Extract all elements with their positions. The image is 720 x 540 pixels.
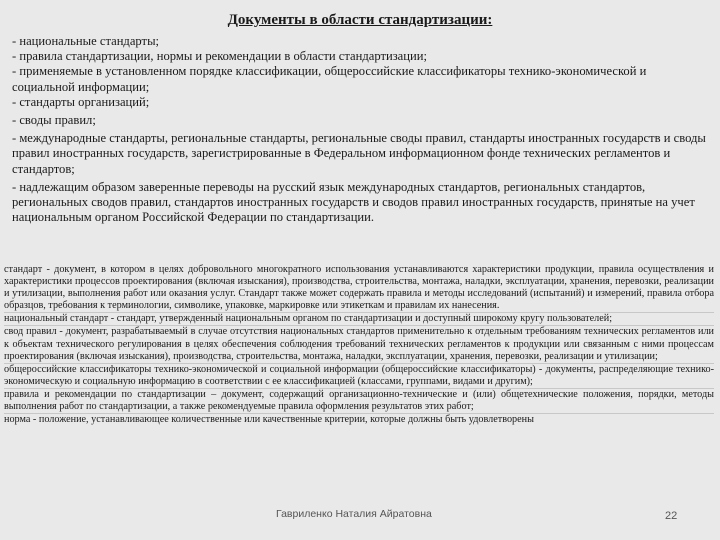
list-item: - национальные стандарты; (12, 34, 160, 48)
definition-code-of-rules: свод правил - документ, разрабатываемый в случае отсутствия национальных стандартов применительно к отдельным требованиям технических регламентов или к объектам технического регулирования в целях обеспечения соблюдения требований технических регламентов к продукции или связанным с ними процессам проектирования (включая изыскания), производства, строительства, монтажа, наладки, эксплуатации, хранения, перевозки, реализации и утилизации; (4, 326, 714, 363)
list-item: - международные стандарты, региональные стандарты, региональные своды правил, стандарты иностранных государств и своды правил иностранных государств, зарегистрированные в Федеральном информационном фонде технических регламентов и стандартов; (12, 131, 706, 176)
definition-rules-recommendations: правила и рекомендации по стандартизации – документ, содержащий организационно-технические и (или) общетехнические положения, порядки, методы выполнения работ по стандартизации, а также рекомендуемые правила оформления результатов этих работ; (4, 389, 714, 414)
list-item: - своды правил; (12, 113, 96, 128)
list-item: - применяемые в установленном порядке классификации, общероссийские классификаторы технико-экономической и социальной информации; (12, 64, 647, 94)
footer-author: Гавриленко Наталия Айратовна (276, 508, 432, 520)
slide-title: Документы в области стандартизации: (227, 12, 493, 28)
definition-national-standard: национальный стандарт - стандарт, утвержденный национальным органом по стандартизации и доступный широкому кругу пользователей; (4, 313, 714, 326)
definitions-block (4, 264, 714, 426)
page-number: 22 (665, 510, 678, 522)
list-item: - стандарты организаций; (12, 94, 150, 109)
definition-classifiers: общероссийские классификаторы технико-экономической и социальной информации (общероссийские классификаторы) - документы, распределяющие технико-экономическую и социальную информацию в соответствии с ее классификацией (классами, группами, видами и другим); (4, 364, 714, 389)
definition-norm: норма - положение, устанавливающее количественные или качественные критерии, которые должны быть удовлетворены (4, 414, 534, 426)
document-types-list (12, 34, 712, 228)
definition-standard: стандарт - документ, в котором в целях добровольного многократного использования устанавливаются характеристики продукции, правила осуществления и характеристики процессов проектирования (включая изыскания), производства, строительства, монтажа, наладки, эксплуатации, хранения, перевозки, реализации и утилизации, выполнения работ или оказания услуг. Стандарт также может содержать правила и методы исследований (испытаний) и измерений, правила отбора образцов, требования к терминологии, символике, упаковке, маркировке или этикеткам и правилам их нанесения. (4, 264, 714, 313)
list-item: - надлежащим образом заверенные переводы на русский язык международных стандартов, региональных стандартов, региональных сводов правил, стандартов иностранных государств и сводов правил иностранных государств, принятые на учет национальным органом Российской Федерации по стандартизации. (12, 179, 695, 225)
list-item: - правила стандартизации, нормы и рекомендации в области стандартизации; (12, 49, 427, 64)
